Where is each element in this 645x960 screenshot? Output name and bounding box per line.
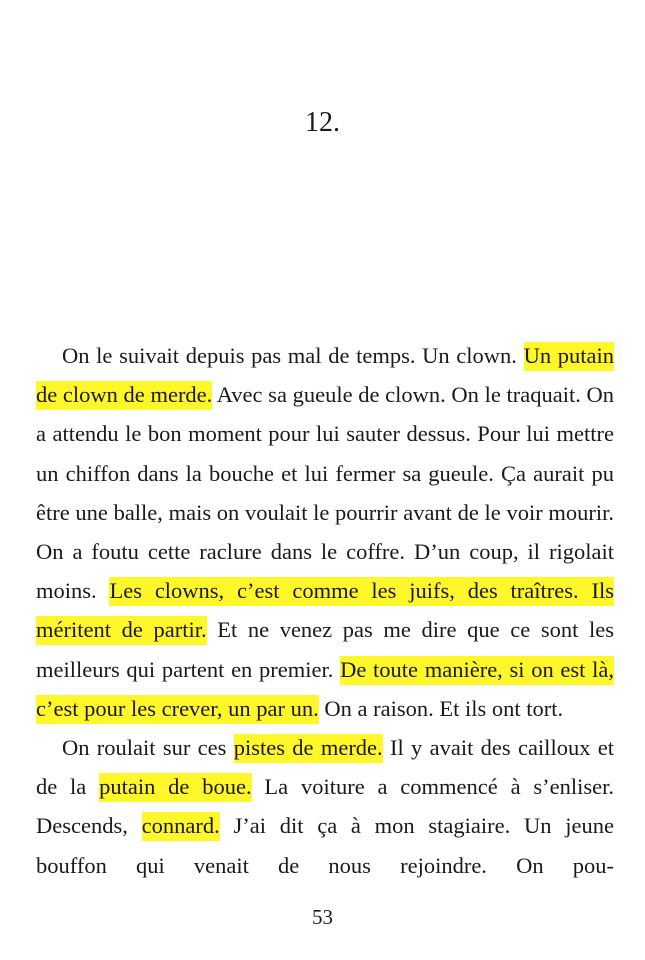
highlighted-passage: putain de boue. [99,773,251,802]
text-segment: On roulait sur ces [62,735,234,761]
text-segment: Avec sa gueule de clown. On le traquait. On a attendu le bon moment pour lui sauter dessus. Pour lui mettre un chiffon dans la bouche et lui fermer sa gueule. Ça aurait pu être une balle, mais on voulait le pourrir avant de le voir mourir. On a foutu cette raclure dans le coffre. D’un coup, il rigolait moins. [36,382,614,604]
highlighted-passage: connard. [142,812,220,841]
chapter-number: 12. [305,107,340,138]
body-text [36,336,614,885]
text-segment: Et ne venez pas me dire que ce sont les meilleurs qui partent en premier. [36,617,614,682]
highlighted-passage: Les clowns, c’est comme les juifs, des traîtres. Ils méritent de partir. [36,577,614,645]
paragraph-2 [36,728,614,885]
paragraph-1 [36,336,614,728]
highlighted-passage: De toute manière, si on est là, c’est pour les crever, un par un. [36,656,614,724]
text-segment: On le suivait depuis pas mal de temps. Un clown. [62,343,524,368]
highlighted-passage: Un putain de clown de merde. [36,342,614,410]
page-number: 53 [312,905,333,929]
highlighted-passage: pistes de merde. [234,734,383,763]
text-segment: La voiture a commencé à s’enliser. Descends, [36,774,614,839]
text-segment: Il y avait des cailloux et de la [36,735,614,800]
text-segment: J’ai dit ça à mon stagiaire. Un jeune bouffon qui venait de nous rejoindre. On pou- [36,813,614,878]
text-segment: On a raison. Et ils ont tort. [318,695,564,721]
